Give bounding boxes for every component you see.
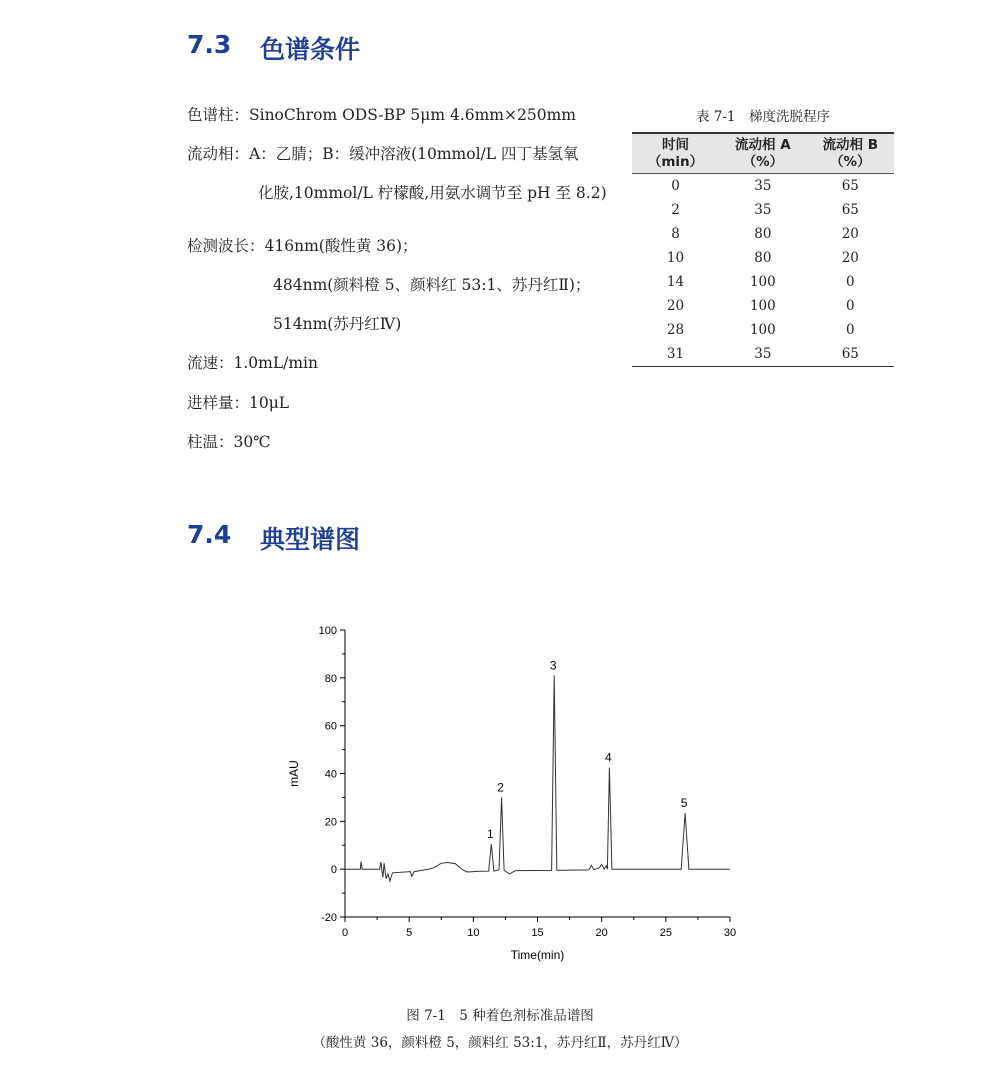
table-cell: 100: [749, 274, 776, 290]
x-tick-label: 20: [595, 927, 608, 939]
x-tick-label: 30: [723, 927, 737, 939]
x-tick-label: 15: [531, 927, 544, 939]
y-tick-label: 100: [318, 625, 337, 637]
condition-column: 色谱柱：SinoChrom ODS-BP 5μm 4.6mm×250mm: [187, 106, 576, 124]
table-cell: 65: [841, 202, 859, 218]
table-row: [632, 222, 894, 246]
y-tick-label: 20: [324, 816, 337, 829]
condition-wavelength-cont-2: 514nm(苏丹红Ⅳ): [273, 315, 402, 333]
y-axis-label: mAU: [287, 760, 301, 787]
peak-label: 5: [680, 795, 688, 810]
y-tick-label: 60: [324, 720, 337, 733]
peak-label: 1: [486, 827, 494, 842]
peak-label: 4: [605, 750, 612, 765]
condition-temperature: 柱温：30℃: [187, 433, 271, 451]
y-tick-label: 40: [324, 768, 337, 781]
table-cell: 31: [632, 342, 719, 367]
table-cell: 35: [719, 342, 807, 367]
x-axis-label: Time(min): [510, 948, 565, 962]
table-cell: 35: [719, 174, 807, 199]
table-header-row: [632, 133, 894, 174]
figure-caption: 图 7-1 5 种着色剂标准品谱图: [406, 1008, 594, 1024]
table-row: [632, 270, 894, 294]
table-header-cell: 流动相 A （%）: [735, 137, 791, 170]
table-cell: 35: [754, 202, 772, 218]
peak-label: 2: [497, 780, 504, 795]
gradient-table: [632, 132, 894, 367]
chromatogram-trace: [345, 675, 730, 881]
condition-wavelength: 检测波长：416nm(酸性黄 36)；: [187, 237, 418, 255]
table-row: [632, 294, 894, 318]
table-cell: 0: [632, 174, 719, 199]
table-caption: 表 7-1 梯度洗脱程序: [695, 109, 831, 125]
section-number: 7.4: [187, 520, 232, 549]
chromatogram-chart: [280, 615, 750, 969]
table-cell: 0: [846, 322, 855, 338]
table-cell: 80: [754, 226, 772, 242]
table-row: [632, 174, 894, 199]
table-cell: 20: [841, 250, 859, 266]
y-tick-label: 80: [324, 672, 337, 685]
table-cell: 100: [749, 322, 776, 338]
table-cell: 20: [841, 226, 859, 242]
peak-label: 3: [549, 658, 557, 673]
x-tick-label: 25: [659, 927, 672, 939]
table-cell: 8: [671, 226, 680, 242]
table-header-cell: 流动相 B （%）: [822, 137, 879, 170]
x-tick-label: 5: [406, 927, 413, 939]
table-cell: 20: [666, 298, 685, 314]
table-row: [632, 342, 894, 367]
condition-injection: 进样量：10μL: [187, 394, 290, 412]
table-row: [632, 246, 894, 270]
y-tick-label: 0: [330, 864, 337, 877]
condition-mobile-phase: 流动相：A：乙腈；B：缓冲溶液(10mmol/L 四丁基氢氧: [187, 145, 579, 163]
table-cell: 0: [846, 298, 855, 314]
section-heading-7-4: [187, 520, 360, 556]
condition-wavelength-cont-1: 484nm(颜料橙 5、颜料红 53:1、苏丹红Ⅱ)；: [273, 276, 591, 294]
section-number: 7.3: [187, 30, 232, 59]
table-cell: 65: [807, 174, 894, 199]
table-header-cell: 时间 （min）: [647, 137, 704, 170]
table-cell: 2: [671, 202, 680, 218]
table-cell: 65: [807, 342, 894, 367]
figure-caption-subtitle: （酸性黄 36，颜料橙 5，颜料红 53:1，苏丹红Ⅱ，苏丹红Ⅳ）: [312, 1035, 688, 1051]
table-cell: 80: [754, 250, 772, 266]
condition-mobile-phase-cont: 化胺,10mmol/L 柠檬酸,用氨水调节至 pH 至 8.2): [258, 184, 607, 202]
table-row: [632, 198, 894, 222]
section-title: 色谱条件: [260, 35, 361, 64]
x-tick-label: 10: [467, 927, 480, 939]
table-cell: 0: [846, 274, 855, 290]
table-cell: 10: [666, 250, 685, 266]
condition-flow: 流速：1.0mL/min: [187, 354, 319, 372]
section-heading-7-3: [187, 30, 360, 66]
y-tick-label: -20: [321, 912, 337, 924]
table-cell: 100: [749, 298, 776, 314]
x-tick-label: 0: [341, 927, 349, 939]
table-cell: 28: [666, 322, 685, 338]
table-cell: 14: [666, 274, 685, 290]
section-title: 典型谱图: [260, 525, 361, 554]
chromatogram-svg: [280, 615, 750, 965]
table-row: [632, 318, 894, 342]
